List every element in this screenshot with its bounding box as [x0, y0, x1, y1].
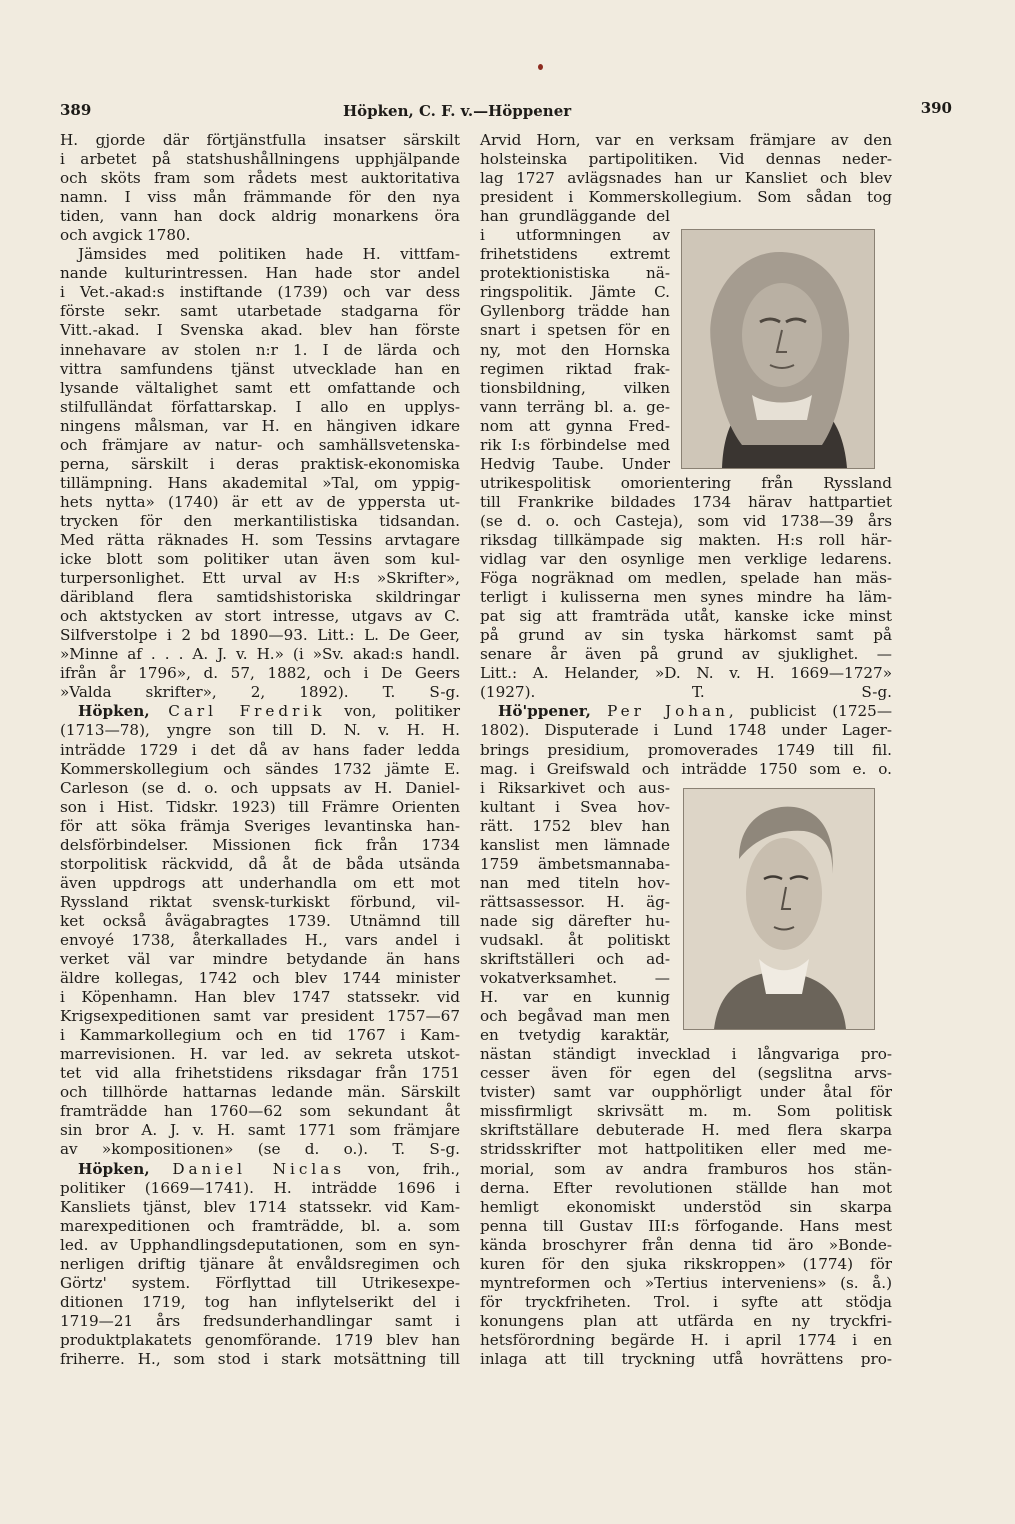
line-text: för att söka främja Sveriges levantinska han-: [60, 816, 460, 835]
text-line: [480, 1293, 892, 1312]
line-text: kända broschyrer från denna tid äro »Bonde-: [480, 1235, 892, 1254]
line-text: Föga nogräknad om medlen, spelade han mäs-: [480, 569, 892, 588]
text-line: [60, 569, 460, 588]
text-line: [480, 893, 670, 912]
text-line: [480, 607, 892, 626]
author-signature: T. S-g.: [392, 1140, 460, 1159]
text-line: [60, 169, 460, 188]
text-line: [60, 988, 460, 1007]
line-text: pat sig att framträda utåt, kanske icke minst: [480, 607, 892, 626]
text-line: [480, 588, 892, 607]
text-line: [480, 912, 670, 931]
text-line: [60, 245, 460, 264]
line-text: i utformningen av: [480, 226, 670, 245]
text-line: [480, 683, 892, 702]
line-text: derna. Efter revolutionen ställde han mot: [480, 1178, 892, 1197]
text-line: [60, 1007, 460, 1026]
text-line: [60, 721, 460, 740]
text-line: [60, 302, 460, 321]
line-text: president i Kommerskollegium. Som sådan tog: [480, 188, 892, 207]
text-line: [480, 1007, 670, 1026]
text-line: [480, 1160, 892, 1179]
text-line: [480, 1198, 892, 1217]
line-text: till Frankrike bildades 1734 härav hattpartiet: [480, 492, 892, 511]
line-text: , publicist (1725—: [728, 702, 893, 721]
text-line: [60, 283, 460, 302]
line-text: Jämsides med politiken hade H. vittfam-: [78, 245, 460, 264]
text-line: [60, 607, 460, 626]
page-header: [60, 99, 952, 125]
line-text: protektionistiska nä-: [480, 264, 670, 283]
text-line: [480, 436, 670, 455]
text-line: [60, 1350, 460, 1369]
line-text: framträdde han 1760—62 som sekundant åt: [60, 1102, 460, 1121]
text-line: [60, 741, 460, 760]
text-line: [60, 1236, 460, 1255]
running-title: Höpken, C. F. v.—Höppener: [343, 102, 572, 120]
text-line: [480, 931, 670, 950]
text-line: [480, 1217, 892, 1236]
line-text: cesser även för egen del (segslitna arvs-: [480, 1064, 892, 1083]
line-text: nom att gynna Fred-: [480, 416, 670, 435]
text-line: [480, 550, 892, 569]
text-line: [480, 988, 670, 1007]
line-text: kultant i Svea hov-: [480, 797, 670, 816]
line-text: ningens målsman, var H. en hängiven idkare: [60, 416, 460, 435]
text-line: [480, 1102, 892, 1121]
line-text: marrevisionen. H. var led. av sekreta utskot-: [60, 1045, 460, 1064]
line-text: i arbetet på statshushållningens upphjälpande: [60, 150, 460, 169]
page-number-left: 389: [60, 101, 92, 119]
line-text: ket också åvägabragtes 1739. Utnämnd till: [60, 911, 460, 930]
text-line: [480, 1179, 892, 1198]
text-line: [60, 588, 460, 607]
line-text: vudsakl. åt politiskt: [480, 930, 670, 949]
entry-given-names: Per Johan: [607, 702, 729, 721]
text-line: [480, 1236, 892, 1255]
text-line: [480, 569, 892, 588]
text-line: [480, 1026, 670, 1045]
line-text: vokatverksamhet. —: [480, 969, 670, 988]
line-text: marexpeditionen och framträdde, bl. a. som: [60, 1216, 460, 1235]
text-line: [480, 760, 892, 779]
entry-headword: Hö'ppener,: [498, 702, 591, 721]
text-line: [480, 1083, 892, 1102]
author-signature: T. S-g.: [382, 683, 460, 702]
text-line: [60, 626, 460, 645]
text-line: [60, 1121, 460, 1140]
line-text: (se d. o. och Casteja), som vid 1738—39 års: [480, 511, 892, 530]
line-text: stridsskrifter mot hattpolitiken eller med me-: [480, 1140, 892, 1159]
text-line: [60, 817, 460, 836]
line-text: regimen riktad frak-: [480, 359, 670, 378]
text-line: [480, 1255, 892, 1274]
text-line: [480, 645, 892, 664]
line-text: (1713—78), yngre son till D. N. v. H. H.: [60, 721, 460, 740]
text-line: [60, 798, 460, 817]
line-text: på grund av sin tyska härkomst samt på: [480, 626, 892, 645]
text-line: [60, 455, 460, 474]
text-line: [60, 950, 460, 969]
entry-headword: Höpken,: [78, 1159, 150, 1178]
line-text: för tryckfriheten. Trol. i syfte att stödja: [480, 1292, 892, 1311]
text-line: [480, 1045, 892, 1064]
text-line: [480, 379, 670, 398]
line-text: kanslist men lämnade: [480, 835, 670, 854]
text-line: [480, 1121, 892, 1140]
line-text: och främjare av natur- och samhällsvetenska-: [60, 435, 460, 454]
line-text: son i Hist. Tidskr. 1923) till Främre Orienten: [60, 797, 460, 816]
text-line: [480, 398, 670, 417]
text-line: [480, 341, 670, 360]
line-text: namn. I viss mån främmande för den nya: [60, 188, 460, 207]
line-text: vittra samfundens tjänst utvecklade han en: [60, 359, 460, 378]
text-line: [60, 1064, 460, 1083]
line-text: »Minne af . . . A. J. v. H.» (i »Sv. akad:s handl.: [60, 645, 460, 664]
line-text: och aktstycken av stort intresse, utgavs av C.: [60, 607, 460, 626]
text-line: [480, 283, 670, 302]
text-line: [60, 1083, 460, 1102]
line-text: ditionen 1719, tog han inflytelserikt del i: [60, 1292, 460, 1311]
line-text: äldre kollegas, 1742 och blev 1744 minister: [60, 969, 460, 988]
line-text: Vitt.-akad. I Svenska akad. blev han förste: [60, 321, 460, 340]
text-line: [60, 1217, 460, 1236]
line-text: även uppdrogs att underhandla om ett mot: [60, 873, 460, 892]
text-line: [60, 379, 460, 398]
text-line: [60, 1274, 460, 1293]
line-text: nade sig därefter hu-: [480, 911, 670, 930]
text-line: [480, 969, 670, 988]
line-text: i Riksarkivet och aus-: [480, 778, 670, 797]
text-line: [480, 131, 892, 150]
text-line: [480, 664, 892, 683]
text-line: [480, 1274, 892, 1293]
line-text: nan med titeln hov-: [480, 873, 670, 892]
line-text: Krigsexpeditionen samt var president 1757—67: [60, 1007, 460, 1026]
line-text: tionsbildning, vilken: [480, 378, 670, 397]
text-line: [480, 1331, 892, 1350]
line-text: perna, särskilt i deras praktisk-ekonomiska: [60, 454, 460, 473]
line-text: kuren för den sjuka rikskroppen» (1774) för: [480, 1254, 892, 1273]
text-line: [480, 817, 670, 836]
text-line: [480, 474, 892, 493]
text-line: [60, 1160, 460, 1179]
left-column: [60, 131, 460, 1369]
line-text: nerligen driftig tjänare åt envåldsregimen och: [60, 1254, 460, 1273]
line-text: missfirmligt skrivsätt m. m. Som politisk: [480, 1102, 892, 1121]
line-text: von, politiker: [325, 702, 461, 721]
text-line: [480, 626, 892, 645]
text-line: [480, 417, 670, 436]
line-text: produktplakatets genomförande. 1719 blev han: [60, 1330, 460, 1349]
text-line: [60, 188, 460, 207]
text-line: [60, 683, 460, 702]
line-text: tet vid alla frihetstidens riksdagar från 1751: [60, 1064, 460, 1083]
line-text: däribland flera samtidshistoriska skildringar: [60, 588, 460, 607]
line-text: riksdag tillkämpade sig makten. H:s roll här-: [480, 530, 892, 549]
text-line: [480, 150, 892, 169]
text-line: [60, 760, 460, 779]
line-text: envoyé 1738, återkallades H., vars andel i: [60, 930, 460, 949]
line-text: ringspolitik. Jämte C.: [480, 283, 670, 302]
line-text: innehavare av stolen n:r 1. I de lärda och: [60, 340, 460, 359]
line-text: Med rätta räknades H. som Tessins arvtagare: [60, 530, 460, 549]
line-text: »Valda skrifter», 2, 1892).: [60, 683, 349, 702]
text-line: [480, 741, 892, 760]
line-text: politiker (1669—1741). H. inträdde 1696 i: [60, 1178, 460, 1197]
text-line: [480, 493, 892, 512]
line-text: rik I:s förbindelse med: [480, 435, 670, 454]
line-text: han grundläggande del: [480, 207, 670, 226]
line-text: friherre. H., som stod i stark motsättning till: [60, 1350, 460, 1368]
line-text: sin bror A. J. v. H. samt 1771 som främjare: [60, 1121, 460, 1140]
entry-given-names: Carl Fredrik: [168, 702, 326, 721]
entry-headword: Höpken,: [78, 702, 150, 721]
line-text: lag 1727 avlägsnades han ur Kansliet och blev: [480, 169, 892, 188]
line-text: frihetstidens extremt: [480, 245, 670, 264]
line-text: i Vet.-akad:s instiftande (1739) och var dess: [60, 283, 460, 302]
text-line: [60, 341, 460, 360]
line-text: storpolitisk räckvidd, då åt de båda utsända: [60, 854, 460, 873]
text-line: [60, 493, 460, 512]
text-line: [60, 874, 460, 893]
line-text: och sköts fram som rådets mest auktoritativa: [60, 169, 460, 188]
portrait-daniel-niclas-von-hopken: [681, 229, 875, 469]
text-line: [60, 207, 460, 226]
line-text: holsteinska partipolitiken. Vid dennas neder-: [480, 150, 892, 169]
line-text: rättsassessor. H. äg-: [480, 892, 670, 911]
line-text: i Köpenhamn. Han blev 1747 statssekr. vid: [60, 988, 460, 1007]
text-line: [480, 188, 892, 207]
line-text: brings presidium, promoverades 1749 till fil.: [480, 740, 892, 759]
text-line: [60, 1255, 460, 1274]
line-text: ny, mot den Hornska: [480, 340, 670, 359]
line-text: delsförbindelser. Missionen fick från 1734: [60, 835, 460, 854]
line-text: 1759 ämbetsmannaba-: [480, 854, 670, 873]
line-text: av »kompositionen» (se d. o.).: [60, 1140, 369, 1159]
page-number-right: 390: [920, 99, 952, 117]
text-line: [60, 1140, 460, 1159]
line-text: verket väl var mindre betydande än hans: [60, 950, 460, 969]
text-line: [480, 512, 892, 531]
text-line: [60, 131, 460, 150]
text-line: [480, 798, 670, 817]
text-line: [480, 264, 670, 283]
line-text: Arvid Horn, var en verksam främjare av den: [480, 131, 892, 149]
text-line: [60, 264, 460, 283]
line-text: förste sekr. samt utarbetade stadgarna för: [60, 302, 460, 321]
line-text: skriftställeri och ad-: [480, 950, 670, 969]
text-line: [60, 779, 460, 798]
text-line: [60, 436, 460, 455]
line-text: terligt i kulisserna men synes mindre ha läm-: [480, 588, 892, 607]
line-text: hetsförordning begärde H. i april 1774 i en: [480, 1330, 892, 1349]
line-text: vann terräng bl. a. ge-: [480, 397, 670, 416]
text-line: [60, 398, 460, 417]
line-text: 1802). Disputerade i Lund 1748 under Lager-: [480, 721, 892, 740]
line-text: och begåvad man men: [480, 1007, 670, 1026]
text-line: [60, 512, 460, 531]
text-line: [60, 1026, 460, 1045]
text-line: [480, 1140, 892, 1159]
line-text: och avgick 1780.: [60, 226, 191, 245]
line-text: Carleson (se d. o. och uppsats av H. Daniel-: [60, 778, 460, 797]
line-text: tiden, vann han dock aldrig monarkens öra: [60, 207, 460, 226]
line-text: Görtz' system. Förflyttad till Utrikesexpe-: [60, 1273, 460, 1292]
line-text: en tvetydig karaktär,: [480, 1026, 670, 1045]
text-line: [60, 550, 460, 569]
line-text: hets nytta» (1740) är ett av de yppersta ut-: [60, 492, 460, 511]
line-text: vidlag var den osynlige men verklige ledarens.: [480, 550, 892, 569]
line-text: ifrån år 1796», d. 57, 1882, och i De Geers: [60, 664, 460, 683]
line-text: konungens plan att utfärda en ny tryckfri-: [480, 1311, 892, 1330]
line-text: i Kammarkollegium och en tid 1767 i Kam-: [60, 1026, 460, 1045]
line-text: penna till Gustav III:s förfogande. Hans mest: [480, 1216, 892, 1235]
text-line: [60, 664, 460, 683]
line-text: snart i spetsen för en: [480, 321, 670, 340]
line-text: inträdde 1729 i det då av hans fader ledda: [60, 740, 460, 759]
line-text: utrikespolitisk omorientering från Ryssland: [480, 473, 892, 492]
line-text: turpersonlighet. Ett urval av H:s »Skrifter»,: [60, 569, 460, 588]
text-line: [480, 302, 670, 321]
line-text: morial, som av andra framburos hos stän-: [480, 1159, 892, 1178]
line-text: Kommerskollegium och sändes 1732 jämte E.: [60, 759, 460, 778]
line-text: Silfverstolpe i 2 bd 1890—93. Litt.: L. De Geer,: [60, 626, 460, 645]
text-line: [60, 645, 460, 664]
line-text: Kansliets tjänst, blev 1714 statssekr. vid Kam-: [60, 1197, 460, 1216]
text-line: [60, 1045, 460, 1064]
line-text: 1719—21 års fredsunderhandlingar samt i: [60, 1311, 460, 1330]
portrait-per-johan-hoppener: [683, 788, 875, 1030]
text-line: [480, 321, 670, 340]
author-signature: T. S-g.: [691, 683, 892, 702]
line-text: myntreformen och »Tertius interveniens» (s. å.): [480, 1273, 892, 1292]
text-line: [480, 702, 892, 721]
text-line: [480, 779, 670, 798]
line-text: tillämpning. Hans akademital »Tal, om yppig-: [60, 473, 460, 492]
text-line: [60, 531, 460, 550]
text-line: [480, 950, 670, 969]
text-line: [60, 226, 460, 245]
text-line: [60, 702, 460, 721]
line-text: (1927).: [480, 683, 536, 702]
text-line: [60, 360, 460, 379]
line-text: icke blott som politiker utan även som kul-: [60, 550, 460, 569]
text-line: [480, 836, 670, 855]
text-line: [60, 1102, 460, 1121]
line-text: och tillhörde hattarnas ledande män. Särskilt: [60, 1083, 460, 1102]
line-text: H. gjorde där förtjänstfulla insatser särskilt: [60, 131, 460, 149]
text-line: [60, 855, 460, 874]
text-line: [480, 874, 670, 893]
text-line: [60, 417, 460, 436]
text-line: [60, 1198, 460, 1217]
text-line: [480, 531, 892, 550]
line-text: tvister) samt var oupphörligt under åtal för: [480, 1083, 892, 1102]
text-line: [60, 893, 460, 912]
line-text: stilfulländat författarskap. I allo en upplys-: [60, 397, 460, 416]
line-text: inlaga att till tryckning utfå hovrättens pro-: [480, 1350, 892, 1368]
line-text: lysande vältalighet samt ett omfattande och: [60, 378, 460, 397]
line-text: nästan ständigt invecklad i långvariga pro-: [480, 1045, 892, 1064]
text-line: [60, 1331, 460, 1350]
text-line: [480, 360, 670, 379]
text-line: [480, 226, 670, 245]
line-text: Ryssland riktat svensk-turkiskt förbund, vil-: [60, 892, 460, 911]
text-line: [60, 969, 460, 988]
line-text: rätt. 1752 blev han: [480, 816, 670, 835]
line-text: skriftställare debuterade H. med flera skarpa: [480, 1121, 892, 1140]
text-line: [60, 1293, 460, 1312]
line-text: Litt.: A. Helander, »D. N. v. H. 1669—1727»: [480, 664, 892, 683]
text-line: [60, 836, 460, 855]
line-text: Hedvig Taube. Under: [480, 454, 670, 473]
ink-speck: [538, 64, 543, 70]
text-line: [480, 1064, 892, 1083]
text-line: [480, 455, 670, 474]
text-line: [60, 1312, 460, 1331]
line-text: von, frih.,: [345, 1159, 461, 1178]
text-line: [480, 169, 892, 188]
text-line: [480, 1350, 892, 1369]
text-line: [480, 245, 670, 264]
text-line: [480, 207, 670, 226]
text-line: [60, 474, 460, 493]
text-line: [60, 931, 460, 950]
text-line: [60, 1179, 460, 1198]
line-text: led. av Upphandlingsdeputationen, som en syn-: [60, 1235, 460, 1254]
line-text: Gyllenborg trädde han: [480, 302, 670, 321]
line-text: mag. i Greifswald och inträdde 1750 som e. o.: [480, 759, 892, 778]
text-line: [480, 1312, 892, 1331]
text-line: [60, 912, 460, 931]
line-text: hemligt ekonomiskt understöd sin skarpa: [480, 1197, 892, 1216]
text-line: [480, 721, 892, 740]
line-text: trycken för den merkantilistiska tidsandan.: [60, 511, 460, 530]
line-text: nande kulturintressen. Han hade stor andel: [60, 264, 460, 283]
text-line: [60, 150, 460, 169]
entry-given-names: Daniel Niclas: [172, 1159, 346, 1178]
text-line: [480, 855, 670, 874]
text-line: [60, 321, 460, 340]
line-text: senare år även på grund av sjuklighet. —: [480, 645, 892, 664]
line-text: H. var en kunnig: [480, 988, 670, 1007]
